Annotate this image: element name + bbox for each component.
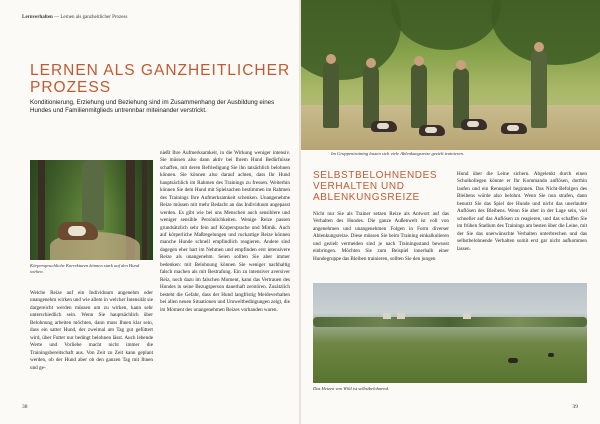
photo-group-training bbox=[301, 0, 600, 150]
photo-caption-group: Im Gruppentraining lassen sich viele Ablenkungsreize gezielt trainieren. bbox=[331, 151, 465, 156]
photo-forest-dog bbox=[30, 160, 153, 260]
page-number-right: 39 bbox=[572, 404, 578, 410]
left-page bbox=[0, 0, 299, 424]
body-text: Welche Reize auf ein Individuum angenehm oder unangenehm wirken und wie allem in welcher Intensität sie dargereicht werden müssen um zu wirken, kann sehr unterschiedlich sein. Wenn Sie hauptsächlich über Belohnung arbeiten möchten, dann muss Ihnen klar sein, dass ein satter Hund, der zweimal am Tag gut gefüttert wird, über Futter nur bedingt belohnen lässt. Auch lebende Werte und Vorliebe macht nicht immer die Trainingsbereitschaft aus. Von Zeit zu Zeit kann geplant werden, ob der Hund aber ob den ganzen Tag mit Ihnen und ge- bbox=[30, 290, 153, 371]
body-text: nießt Ihre Aufmerksamkeit, in die Wirkung weniger intensiv. Sie müssen also dann aktiv bei Ihrem Hund Bedürfnisse schaffen, mit deren Befriedigung Sie ihn tatsächlich belohnen können. Sie können also darauf achten, dass Ihr Hund hauptsächlich im Rahmen des Trainings zu fressen. Weiterhin können Sie dem Hund mit Spielsachen bestimmen im Rahmen des Trainings Ihre Aufmerksamkeit schenken. Unangenehme Reize müssen mit mehr Bedacht an das Individuum angepasst werden. Es gibt wie bei uns Menschen auch sensiblere und weniger sensible Persönlichkeiten. Wenige Reize passen grundsätzlich sehr fein auf Körpersprache und Mimik. Auch auf körperliche Maßregelungen und ruckartige Reize können manche Hunde schnell empfindlich reagieren. Andere sind dagegen eher hart im Nehmen und empfinden erst intensivere Reize als unangenehm. Seien sollten Sie aber immer bedenken: mit Belohnung können Sie weniger nachhaltig falsch machen als mit Bestrafung. Ein zu intensiver aversiver Reiz, noch dazu im falschen Moment, kann das Vertrauen des Hundes in seine Bezugsperson dauerhaft zerstören. Zusätzlich besteht die Gefahr, dass der Hund langfristig Meideverhalten bei allen neuen Situationen und Umweltbedingungen zeigt, die im Moment des unangenehmen Reizes vorhanden waren. bbox=[160, 150, 290, 313]
body-column-2 bbox=[160, 150, 290, 314]
body-text: Nicht nur Sie als Trainer setzen Reize als Antwort auf das Verhalten des Hundes. Die ganze Außenwelt ist voll von angenehmen und unangenehmen Folgen in Form diverser Ablenkungsreize. Diese müssen Sie beim Training einkalkulieren und gezielt vermeiden sind je nach Trainingsstand bewusst einbringen. Möchten Sie zum Beispiel innerhalb einer Hundegruppe das Bleiben trainieren, sollten Sie den jungen bbox=[313, 211, 449, 262]
body-column-1 bbox=[30, 290, 153, 372]
photo-caption-field: Das Hetzen von Wild ist selbstbelohnend. bbox=[313, 386, 390, 391]
right-page bbox=[301, 0, 600, 424]
body-column-3 bbox=[313, 211, 449, 263]
header-topic: Lernen als ganzheitlicher Prozess bbox=[60, 15, 128, 20]
photo-caption-forest: Körpersprachliche Korrekturen können stark auf den Hund wirken. bbox=[30, 263, 140, 274]
section-subtitle: SELBSTBELOHNENDES VERHALTEN UND ABLENKUNGSREIZE bbox=[313, 170, 438, 203]
body-text: Hund über die Leine sichern. Abgelenkt durch einen Schulkollegen könnte er Ihr Kommando auflösen, dorthin laufen und ein Rennspiel beginnen. Das Nicht-Befolgen des Bleibens würde also belohnt. Wenn Sie nun strafen, dann benutzt Sie das Spiel der Hunde und nicht das unerlaubte Auflösen des Bleibens. Wenn Sie aber in der Lage sein, viel schneller auf das Auflösen zu reagieren, und das schaffen Sie im frühen Stadium des Trainings am besten über die Leine, mit der Sie das unerwünschte Verhalten unterbrechen und das selbstbelohnende Verhalten somit erst gar nicht aufkommen lassen. bbox=[457, 171, 587, 252]
header-dash: — bbox=[54, 15, 60, 20]
page-number-left: 38 bbox=[22, 404, 28, 410]
page-title: LERNEN ALS GANZHEITLICHER PROZESS bbox=[30, 62, 291, 96]
header-section: Lernverhalten bbox=[22, 15, 53, 20]
body-column-4 bbox=[457, 171, 587, 253]
running-header bbox=[22, 15, 127, 20]
photo-field-dog bbox=[313, 283, 587, 383]
lead-paragraph: Konditionierung, Erziehung und Beziehung sind im Zusammenhang der Ausbildung eines Hundes und Familienmitglieds untrennbar miteinander verstrickt. bbox=[30, 99, 275, 115]
